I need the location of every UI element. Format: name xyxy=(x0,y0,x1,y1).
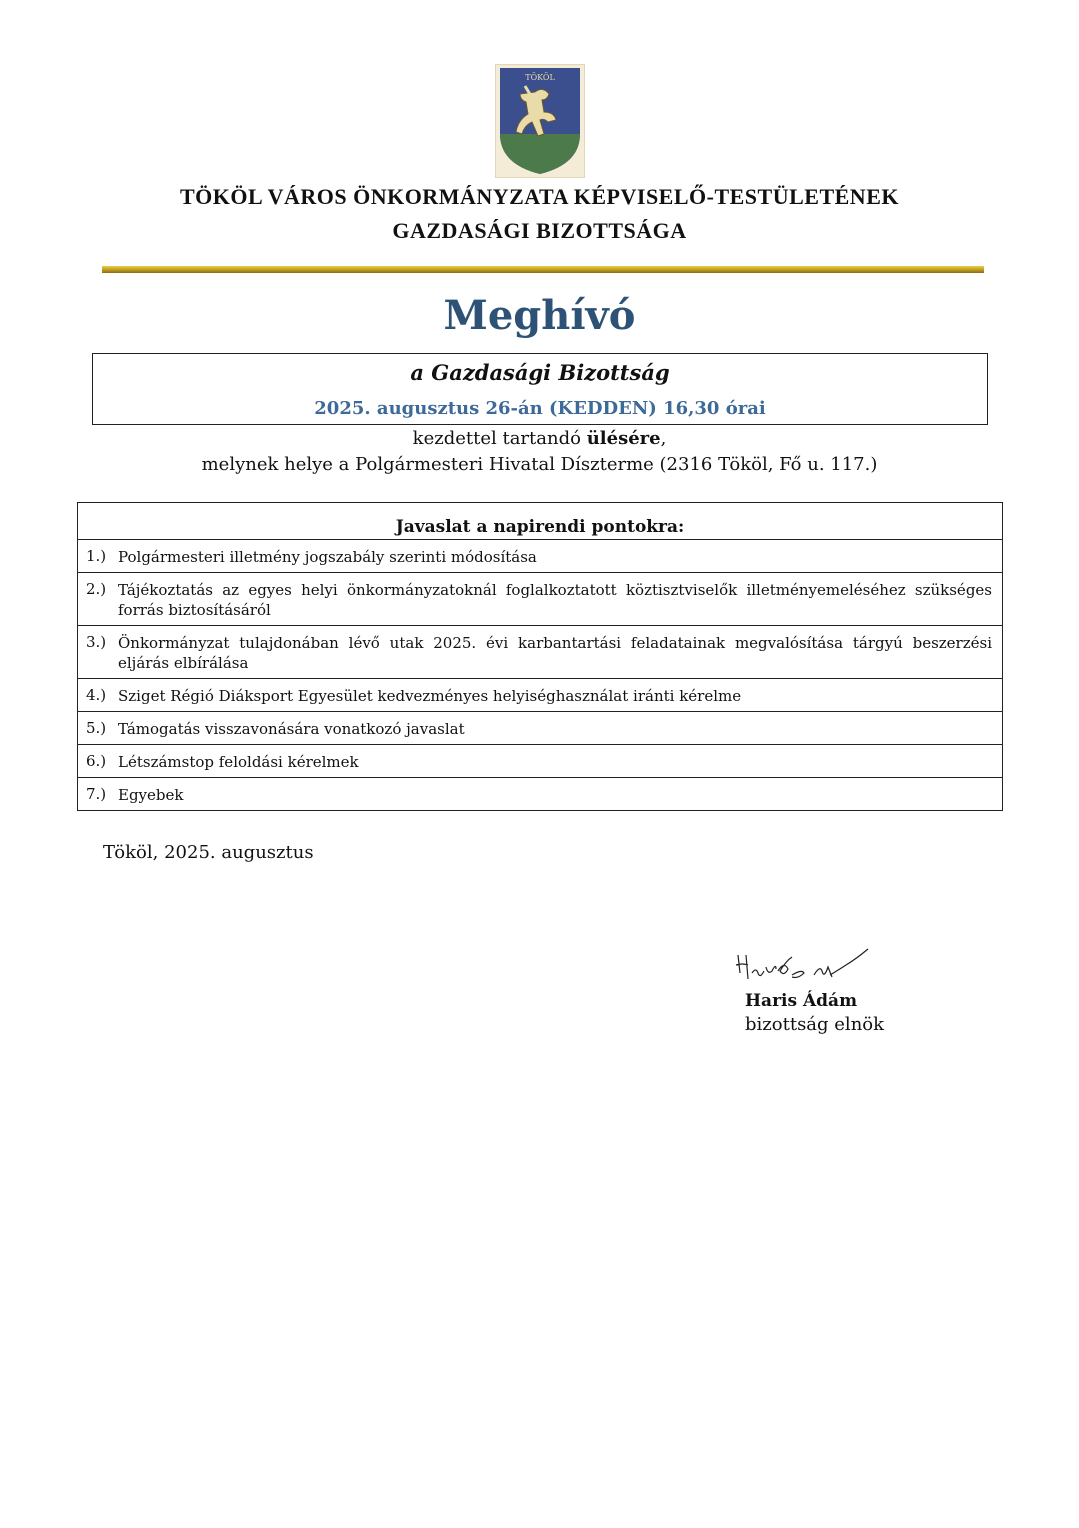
committee-name: a Gazdasági Bizottság xyxy=(410,360,670,385)
agenda-row xyxy=(78,712,1003,745)
agenda-row xyxy=(78,626,1003,679)
agenda-item-text: Támogatás visszavonására vonatkozó javaslat xyxy=(118,720,465,738)
coat-of-arms-logo xyxy=(495,64,585,178)
agenda-item-text: Létszámstop feloldási kérelmek xyxy=(118,753,359,771)
agenda-number: 3.) xyxy=(86,633,107,651)
organization-title: TÖKÖL VÁROS ÖNKORMÁNYZATA KÉPVISELŐ-TESTÜLETÉNEK xyxy=(180,184,899,209)
meeting-box xyxy=(92,353,988,425)
place-date: Tököl, 2025. augusztus xyxy=(103,842,314,863)
handwritten-signature xyxy=(732,945,882,990)
agenda-number: 2.) xyxy=(86,580,107,598)
agenda-table xyxy=(77,502,1003,811)
start-prefix: kezdettel tartandó xyxy=(412,428,587,449)
agenda-row xyxy=(78,573,1003,626)
committee-title: GAZDASÁGI BIZOTTSÁGA xyxy=(392,218,687,243)
meeting-datetime: 2025. augusztus 26-án (KEDDEN) 16,30 órai xyxy=(314,398,766,419)
agenda-item-text: Egyebek xyxy=(118,786,184,804)
signer-name: Haris Ádám xyxy=(745,991,858,1011)
start-bold: ülésére xyxy=(586,428,661,449)
agenda-item-text: Polgármesteri illetmény jogszabály szerinti módosítása xyxy=(118,548,537,566)
signer-role: bizottság elnök xyxy=(745,1014,885,1035)
agenda-item-text: Önkormányzat tulajdonában lévő utak 2025. évi karbantartási feladatainak megvalósítása tárgyú beszerzési eljárás elbírálása xyxy=(118,634,992,672)
agenda-row xyxy=(78,778,1003,811)
venue-line: melynek helye a Polgármesteri Hivatal Díszterme (2316 Tököl, Fő u. 117.) xyxy=(201,454,878,475)
agenda-item-text: Sziget Régió Diáksport Egyesület kedvezményes helyiséghasználat iránti kérelme xyxy=(118,687,742,705)
agenda-header: Javaslat a napirendi pontokra: xyxy=(78,503,1003,540)
agenda-row xyxy=(78,745,1003,778)
header-divider xyxy=(102,266,984,273)
agenda-number: 6.) xyxy=(86,752,107,770)
agenda-number: 1.) xyxy=(86,547,107,565)
agenda-item-text: Tájékoztatás az egyes helyi önkormányzatoknál foglalkoztatott köztisztviselők illetményemeléséhez szükséges forrás biztosításáról xyxy=(118,581,992,619)
agenda-number: 5.) xyxy=(86,719,107,737)
page-title: Meghívó xyxy=(443,292,636,339)
agenda-number: 7.) xyxy=(86,785,107,803)
meeting-start-line xyxy=(0,428,1079,449)
svg-text:TÖKÖL: TÖKÖL xyxy=(525,73,555,82)
agenda-number: 4.) xyxy=(86,686,107,704)
start-suffix: , xyxy=(660,428,667,449)
agenda-row xyxy=(78,679,1003,712)
agenda-row xyxy=(78,540,1003,573)
